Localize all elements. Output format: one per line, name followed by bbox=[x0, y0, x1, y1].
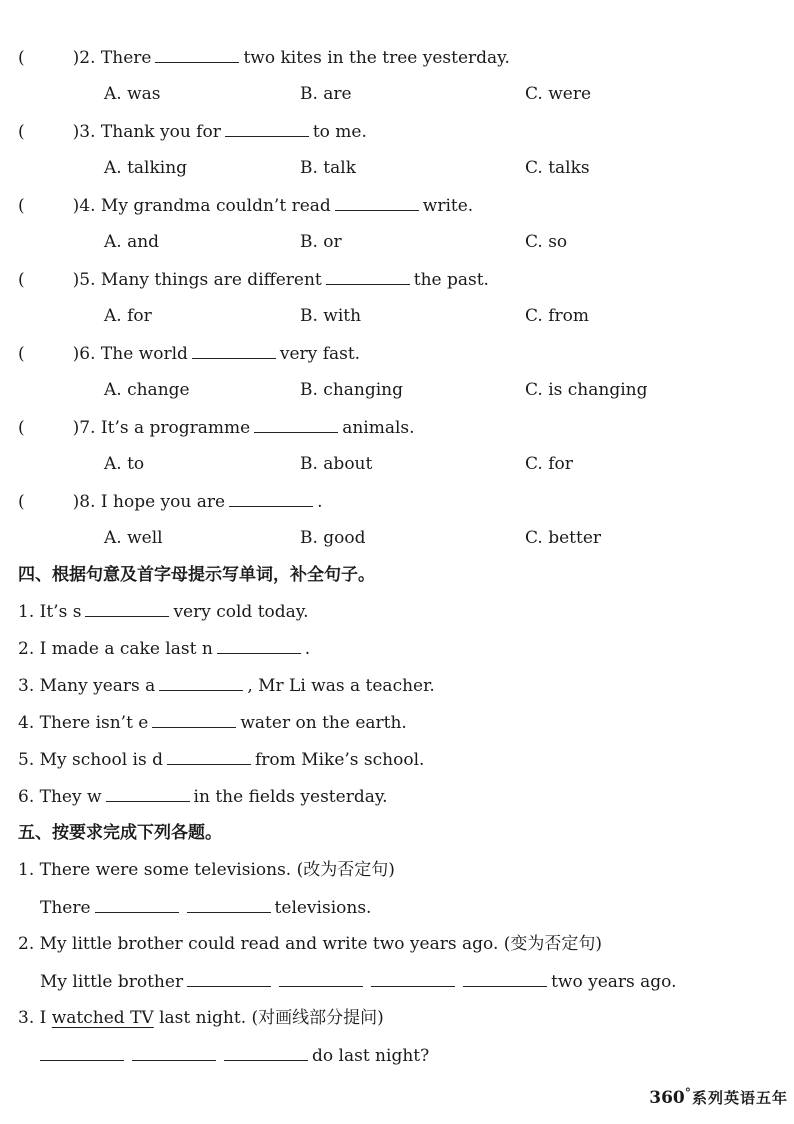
option-c: C. is changing bbox=[525, 380, 648, 400]
question-text: write. bbox=[422, 196, 474, 216]
question-text: It’s a programme bbox=[100, 418, 251, 438]
question-text: Many things are different bbox=[100, 270, 322, 290]
question-number: )5. bbox=[72, 270, 96, 290]
question-number: )8. bbox=[72, 492, 96, 512]
option-b: B. talk bbox=[300, 158, 357, 178]
answer-blank[interactable] bbox=[463, 970, 547, 987]
item-text: 6. They w bbox=[18, 787, 102, 807]
question-number: )7. bbox=[72, 418, 96, 438]
mc-question-8 bbox=[18, 490, 322, 513]
transform-answer-2 bbox=[40, 970, 677, 993]
item-text: in the fields yesterday. bbox=[193, 787, 388, 807]
item-text: from Mike’s school. bbox=[255, 750, 425, 770]
mc-question-4 bbox=[18, 194, 473, 217]
answer-blank[interactable] bbox=[371, 970, 455, 987]
answer-blank[interactable] bbox=[132, 1044, 216, 1061]
underlined-phrase: watched TV bbox=[51, 1008, 154, 1028]
answer-blank[interactable] bbox=[167, 748, 251, 765]
question-number: )3. bbox=[72, 122, 96, 142]
option-b: B. changing bbox=[300, 380, 404, 400]
fill-item-1 bbox=[18, 600, 309, 623]
option-b: B. are bbox=[300, 84, 352, 104]
answer-bracket: ( bbox=[18, 418, 25, 438]
option-c: C. better bbox=[525, 528, 602, 548]
question-text: My grandma couldn’t read bbox=[100, 196, 331, 216]
option-a: A. well bbox=[104, 528, 163, 548]
question-number: )6. bbox=[72, 344, 96, 364]
section-five-heading: 五、按要求完成下列各题。 bbox=[18, 823, 222, 843]
option-a: A. change bbox=[104, 380, 190, 400]
item-text: 4. There isn’t e bbox=[18, 713, 149, 733]
question-text: The world bbox=[100, 344, 188, 364]
item-text: very cold today. bbox=[173, 602, 309, 622]
answer-blank[interactable] bbox=[224, 1044, 308, 1061]
fill-item-5 bbox=[18, 748, 424, 771]
mc-question-5 bbox=[18, 268, 489, 291]
answer-blank[interactable] bbox=[192, 342, 276, 359]
series-footer bbox=[649, 1085, 788, 1108]
option-a: A. was bbox=[104, 84, 161, 104]
mc-question-7 bbox=[18, 416, 415, 439]
option-a: A. for bbox=[104, 306, 152, 326]
transform-answer-1 bbox=[40, 896, 371, 919]
answer-bracket: ( bbox=[18, 122, 25, 142]
question-text: to me. bbox=[312, 122, 367, 142]
answer-blank[interactable] bbox=[85, 600, 169, 617]
transform-answer-3 bbox=[36, 1044, 429, 1067]
question-number: )2. bbox=[72, 48, 96, 68]
option-c: C. from bbox=[525, 306, 589, 326]
prompt-text: last night. (对画线部分提问) bbox=[159, 1008, 384, 1028]
answer-bracket: ( bbox=[18, 48, 25, 68]
answer-blank[interactable] bbox=[217, 637, 301, 654]
question-text: animals. bbox=[342, 418, 415, 438]
question-text: the past. bbox=[413, 270, 489, 290]
footer-number: 360 bbox=[649, 1088, 685, 1108]
question-text: . bbox=[317, 492, 323, 512]
answer-blank[interactable] bbox=[335, 194, 419, 211]
answer-bracket: ( bbox=[18, 492, 25, 512]
answer-blank[interactable] bbox=[187, 970, 271, 987]
answer-bracket: ( bbox=[18, 344, 25, 364]
answer-blank[interactable] bbox=[159, 674, 243, 691]
option-c: C. were bbox=[525, 84, 592, 104]
transform-prompt-3 bbox=[18, 1007, 384, 1029]
item-text: . bbox=[304, 639, 311, 659]
transform-prompt-1: 1. There were some televisions. (改为否定句) bbox=[18, 860, 395, 880]
section-four-heading: 四、根据句意及首字母提示写单词，补全句子。 bbox=[18, 565, 375, 585]
option-a: A. and bbox=[104, 232, 160, 252]
answer-text: There bbox=[40, 898, 91, 918]
answer-blank[interactable] bbox=[229, 490, 313, 507]
option-c: C. for bbox=[525, 454, 573, 474]
option-b: B. about bbox=[300, 454, 373, 474]
answer-text: two years ago. bbox=[551, 972, 677, 992]
answer-blank[interactable] bbox=[187, 896, 271, 913]
answer-blank[interactable] bbox=[106, 785, 190, 802]
option-b: B. good bbox=[300, 528, 366, 548]
option-b: B. or bbox=[300, 232, 342, 252]
transform-prompt-2: 2. My little brother could read and write two years ago. (变为否定句) bbox=[18, 934, 603, 954]
option-b: B. with bbox=[300, 306, 362, 326]
question-number: )4. bbox=[72, 196, 96, 216]
answer-blank[interactable] bbox=[95, 896, 179, 913]
answer-blank[interactable] bbox=[225, 120, 309, 137]
answer-blank[interactable] bbox=[326, 268, 410, 285]
fill-item-6 bbox=[18, 785, 388, 808]
item-text: 2. I made a cake last n bbox=[18, 639, 213, 659]
item-text: 1. It’s s bbox=[18, 602, 82, 622]
option-a: A. to bbox=[104, 454, 145, 474]
footer-text: 系列英语五年 bbox=[691, 1089, 788, 1107]
answer-text: televisions. bbox=[274, 898, 372, 918]
option-c: C. so bbox=[525, 232, 568, 252]
option-a: A. talking bbox=[104, 158, 188, 178]
answer-blank[interactable] bbox=[279, 970, 363, 987]
question-text: I hope you are bbox=[100, 492, 226, 512]
fill-item-3 bbox=[18, 674, 435, 697]
mc-question-2 bbox=[18, 46, 510, 69]
item-text: 5. My school is d bbox=[18, 750, 163, 770]
answer-text: do last night? bbox=[312, 1046, 430, 1066]
question-text: There bbox=[100, 48, 152, 68]
fill-item-2 bbox=[18, 637, 310, 660]
answer-text: My little brother bbox=[40, 972, 184, 992]
footer-degree: ° bbox=[684, 1085, 692, 1100]
answer-blank[interactable] bbox=[155, 46, 239, 63]
answer-blank[interactable] bbox=[40, 1044, 124, 1061]
mc-question-3 bbox=[18, 120, 367, 143]
answer-blank[interactable] bbox=[254, 416, 338, 433]
question-text: two kites in the tree yesterday. bbox=[243, 48, 510, 68]
item-text: water on the earth. bbox=[240, 713, 407, 733]
prompt-text: 3. I bbox=[18, 1008, 47, 1028]
answer-bracket: ( bbox=[18, 270, 25, 290]
item-text: , Mr Li was a teacher. bbox=[247, 676, 435, 696]
mc-question-6 bbox=[18, 342, 360, 365]
question-text: Thank you for bbox=[100, 122, 221, 142]
question-text: very fast. bbox=[279, 344, 361, 364]
answer-blank[interactable] bbox=[152, 711, 236, 728]
fill-item-4 bbox=[18, 711, 407, 734]
option-c: C. talks bbox=[525, 158, 590, 178]
answer-bracket: ( bbox=[18, 196, 25, 216]
item-text: 3. Many years a bbox=[18, 676, 156, 696]
